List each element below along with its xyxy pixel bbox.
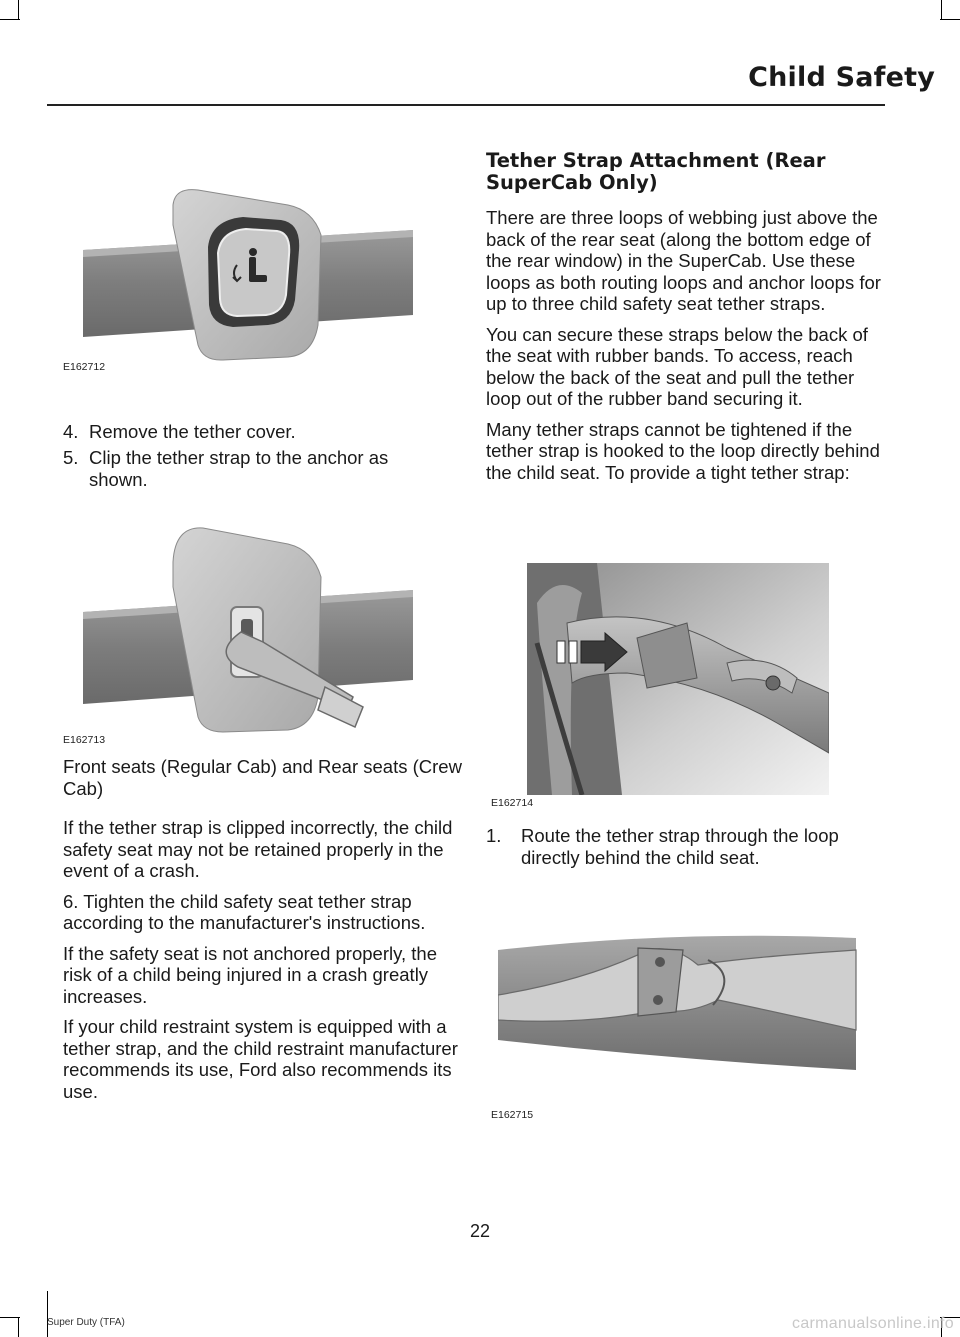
crop-mark	[941, 0, 942, 20]
step-text: Clip the tether strap to the anchor as	[89, 447, 389, 468]
figure-code: E162712	[63, 361, 106, 373]
paragraph: You can secure these straps below the back of the seat with rubber bands. To access, reach below the back of the seat and pull the tether loop out of the rubber band securing it.	[486, 323, 868, 409]
step-text-continued: shown.	[89, 469, 148, 490]
paragraph: 6. Tighten the child safety seat tether strap according to the manufacturer's instructions.	[63, 890, 426, 933]
document-label: Super Duty (TFA)	[47, 1317, 125, 1328]
footer-rule	[47, 1291, 48, 1337]
figure-tether-cover	[63, 165, 423, 365]
step-5	[63, 447, 443, 491]
step-1	[486, 825, 884, 869]
figure-code: E162714	[491, 797, 534, 809]
paragraph: If the tether strap is clipped incorrectly, the child safety seat may not be retained properly in the event of a crash.	[63, 817, 453, 881]
step-text: Route the tether strap through the loop	[521, 825, 839, 846]
figure-code: E162713	[63, 734, 106, 746]
tether-cover-illustration	[63, 165, 423, 365]
step-text-continued: directly behind the child seat.	[521, 847, 760, 868]
figure-tether-loop	[527, 563, 829, 795]
tether-clipped-illustration	[63, 522, 423, 734]
paragraph: There are three loops of webbing just above the back of the rear seat (along the bottom edge of the rear window) in the SuperCab. Use these loops as both routing loops and anchor loops for up to three child safety seat tether straps.	[486, 207, 881, 314]
step-number: 4.	[63, 421, 79, 442]
right-column-text	[486, 207, 884, 483]
tether-loop-illustration	[527, 563, 829, 795]
crop-mark	[18, 0, 19, 20]
page-title: Child Safety	[748, 62, 935, 93]
crop-mark	[0, 19, 20, 20]
paragraph: Many tether straps cannot be tightened if the tether strap is hooked to the loop directly behind the child seat. To provide a tight tether strap:	[486, 418, 880, 483]
paragraph: If your child restraint system is equipped with a tether strap, and the child restraint manufacturer recommends its use, Ford also recommends its use.	[63, 1016, 458, 1102]
step-number: 5.	[63, 447, 79, 468]
section-heading: Tether Strap Attachment (Rear SuperCab Only)	[486, 149, 826, 194]
page-number: 22	[469, 1221, 491, 1241]
step-number: 1.	[486, 825, 502, 846]
crop-mark	[0, 1317, 20, 1318]
figure-tether-clipped	[63, 522, 423, 734]
strap-through-loop-illustration	[498, 920, 858, 1080]
paragraph: Front seats (Regular Cab) and Rear seats (Crew Cab)	[63, 756, 462, 799]
step-text: Remove the tether cover.	[89, 421, 296, 442]
figure-strap-through-loop	[498, 920, 858, 1080]
header-rule	[47, 104, 885, 106]
watermark: carmanualsonline.info	[792, 1315, 954, 1332]
left-column-text	[63, 756, 463, 1102]
crop-mark	[18, 1317, 19, 1337]
crop-mark	[940, 19, 960, 20]
figure-code: E162715	[491, 1109, 534, 1121]
step-4	[63, 421, 443, 443]
paragraph: If the safety seat is not anchored properly, the risk of a child being injured in a crash greatly increases.	[63, 942, 437, 1007]
